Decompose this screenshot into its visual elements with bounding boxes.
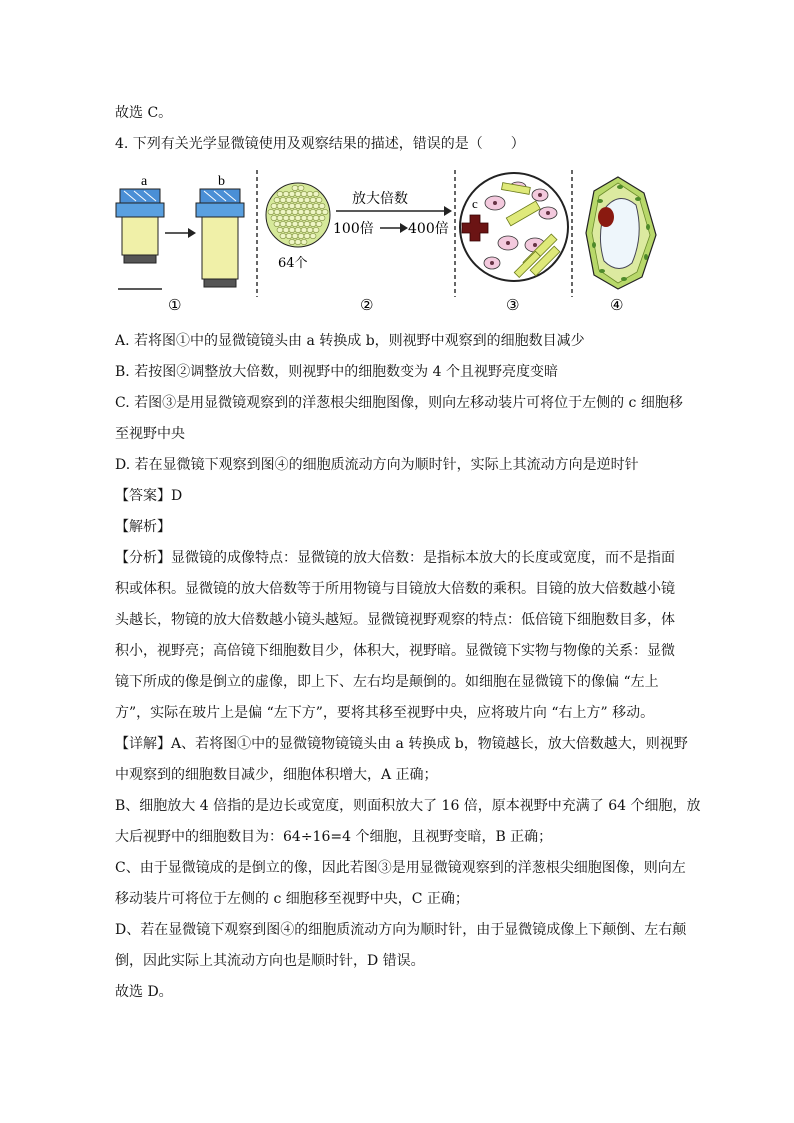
small-cell	[313, 227, 319, 232]
small-cell	[283, 191, 289, 196]
small-cell	[304, 197, 310, 202]
small-cell	[280, 197, 286, 202]
small-cell	[304, 221, 310, 226]
analysis-line-2: 积或体积。显微镜的放大倍数等于所用物镜与目镜放大倍数的乘积。目镜的放大倍数越小镜	[115, 581, 675, 597]
small-cell	[283, 203, 289, 208]
text-line-0: 故选 C。	[115, 105, 173, 121]
analysis-line-1: 【分析】显微镜的成像特点：显微镜的放大倍数：是指标本放大的长度或宽度，而不是指面	[115, 550, 675, 566]
analysis-heading: 【解析】	[115, 519, 171, 535]
analysis-line-4: 积小，视野亮；高倍镜下细胞数目少，体积大，视野暗。显微镜下实物与物像的关系：显微	[115, 643, 675, 659]
detail-line-3: B、细胞放大 4 倍指的是边长或宽度，则面积放大了 16 倍，原本视野中充满了 64 个细胞，放	[115, 798, 701, 814]
small-cell	[310, 197, 316, 202]
small-cell	[295, 227, 301, 232]
detail-line-1: 【详解】A、若将图①中的显微镜物镜镜头由 a 转换成 b，物镜越长，放大倍数越大，则视野	[115, 736, 688, 752]
small-cell	[277, 227, 283, 232]
question-stem: 4. 下列有关光学显微镜使用及观察结果的描述，错误的是（ ）	[115, 136, 525, 152]
small-cell	[298, 221, 304, 226]
mag-to-label: 400倍	[408, 221, 449, 237]
detail-line-8: 倒，因此实际上其流动方向也是顺时针，D 错误。	[115, 953, 425, 969]
option-c: C. 若图③是用显微镜观察到的洋葱根尖细胞图像，则向左移动装片可将位于左侧的 c 细胞移	[115, 395, 683, 411]
small-cell	[292, 221, 298, 226]
cell-count-label: 64个	[278, 256, 308, 271]
panel-4-plant-cell	[586, 177, 656, 314]
small-cell	[280, 221, 286, 226]
lens-b-label: b	[218, 174, 225, 189]
small-cell	[301, 227, 307, 232]
detail-line-6: 移动装片可将位于左侧的 c 细胞移至视野中央，C 正确；	[115, 891, 469, 907]
small-cell	[292, 233, 298, 238]
small-cell	[313, 215, 319, 220]
small-cell	[289, 227, 295, 232]
small-cell	[286, 233, 292, 238]
small-cell	[271, 215, 277, 220]
small-cell	[301, 215, 307, 220]
small-cell	[295, 203, 301, 208]
small-cell	[280, 209, 286, 214]
small-cell	[307, 227, 313, 232]
answer-line: 【答案】D	[115, 488, 183, 504]
small-cell	[310, 209, 316, 214]
panel-label-4: ④	[610, 296, 624, 314]
detail-line-2: 中观察到的细胞数目减少，细胞体积增大，A 正确；	[115, 767, 438, 783]
small-cell	[289, 203, 295, 208]
small-cell	[301, 239, 307, 244]
small-cell	[280, 233, 286, 238]
lens-a-icon	[116, 189, 164, 289]
option-a: A. 若将图①中的显微镜镜头由 a 转换成 b，则视野中观察到的细胞数目减少	[115, 333, 585, 349]
panel-label-2: ②	[360, 296, 374, 314]
small-cell	[313, 191, 319, 196]
small-cell	[319, 203, 325, 208]
small-cell	[283, 227, 289, 232]
small-cell	[301, 191, 307, 196]
small-cell	[277, 191, 283, 196]
small-cell	[289, 215, 295, 220]
small-cell	[310, 233, 316, 238]
magnify-label: 放大倍数	[352, 191, 408, 207]
lens-a-label: a	[141, 174, 148, 189]
small-cell	[277, 203, 283, 208]
small-cell	[274, 197, 280, 202]
detail-line-7: D、若在显微镜下观察到图④的细胞质流动方向为顺时针，由于显微镜成像上下颠倒、左右颠	[115, 922, 687, 938]
small-cell	[322, 209, 328, 214]
small-cell	[289, 191, 295, 196]
small-cell	[316, 209, 322, 214]
detail-line-5: C、由于显微镜成的是倒立的像，因此若图③是用显微镜观察到的洋葱根尖细胞图像，则向左	[115, 860, 686, 876]
small-cell	[304, 209, 310, 214]
small-cell	[268, 209, 274, 214]
small-cell	[274, 209, 280, 214]
small-cell	[298, 233, 304, 238]
mag-from-label: 100倍	[333, 221, 374, 237]
small-cell	[298, 209, 304, 214]
panel-3-root-tip	[460, 173, 568, 314]
panel-1-lenses	[116, 174, 244, 314]
panel-label-1: ①	[168, 296, 182, 314]
detail-line-4: 大后视野中的细胞数目为：64÷16=4 个细胞，且视野变暗，B 正确；	[115, 829, 553, 845]
small-cell	[295, 191, 301, 196]
option-d: D. 若在显微镜下观察到图④的细胞质流动方向为顺时针，实际上其流动方向是逆时针	[115, 457, 639, 473]
small-cell	[286, 221, 292, 226]
small-cell	[313, 203, 319, 208]
small-cell	[316, 197, 322, 202]
analysis-line-3: 头越长，物镜的放大倍数越小镜头越短。显微镜视野观察的特点：低倍镜下细胞数目多，体	[115, 612, 675, 628]
small-cell	[277, 215, 283, 220]
panel-2-field	[266, 183, 452, 314]
small-cell	[301, 203, 307, 208]
small-cell	[298, 197, 304, 202]
option-c-cont: 至视野中央	[115, 426, 185, 442]
small-cell	[283, 215, 289, 220]
analysis-line-6: 方”，实际在玻片上是偏 “左下方”，要将其移至视野中央，应将玻片向 “右上方” 移动。	[115, 705, 655, 721]
analysis-line-5: 镜下所成的像是倒立的虚像，即上下、左右均是颠倒的。如细胞在显微镜下的像偏 “左上	[115, 674, 659, 690]
small-cell	[286, 209, 292, 214]
lens-b-icon	[196, 189, 244, 287]
small-cell	[298, 185, 304, 190]
cell-c-label: c	[472, 196, 478, 211]
small-cell	[316, 221, 322, 226]
small-cell	[295, 239, 301, 244]
small-cell	[307, 215, 313, 220]
small-cell	[274, 221, 280, 226]
small-cell	[319, 215, 325, 220]
option-b: B. 若按图②调整放大倍数，则视野中的细胞数变为 4 个且视野亮度变暗	[115, 364, 558, 380]
microscope-figure	[110, 165, 670, 315]
final-answer-line: 故选 D。	[115, 984, 173, 1000]
small-cell	[295, 215, 301, 220]
small-cell	[292, 185, 298, 190]
panel-label-3: ③	[506, 296, 520, 314]
small-cell	[307, 203, 313, 208]
small-cell	[292, 197, 298, 202]
small-cell	[292, 209, 298, 214]
small-cell	[271, 203, 277, 208]
small-cell	[310, 221, 316, 226]
small-cell	[307, 191, 313, 196]
small-cell	[304, 233, 310, 238]
small-cell	[289, 239, 295, 244]
small-cell	[286, 197, 292, 202]
